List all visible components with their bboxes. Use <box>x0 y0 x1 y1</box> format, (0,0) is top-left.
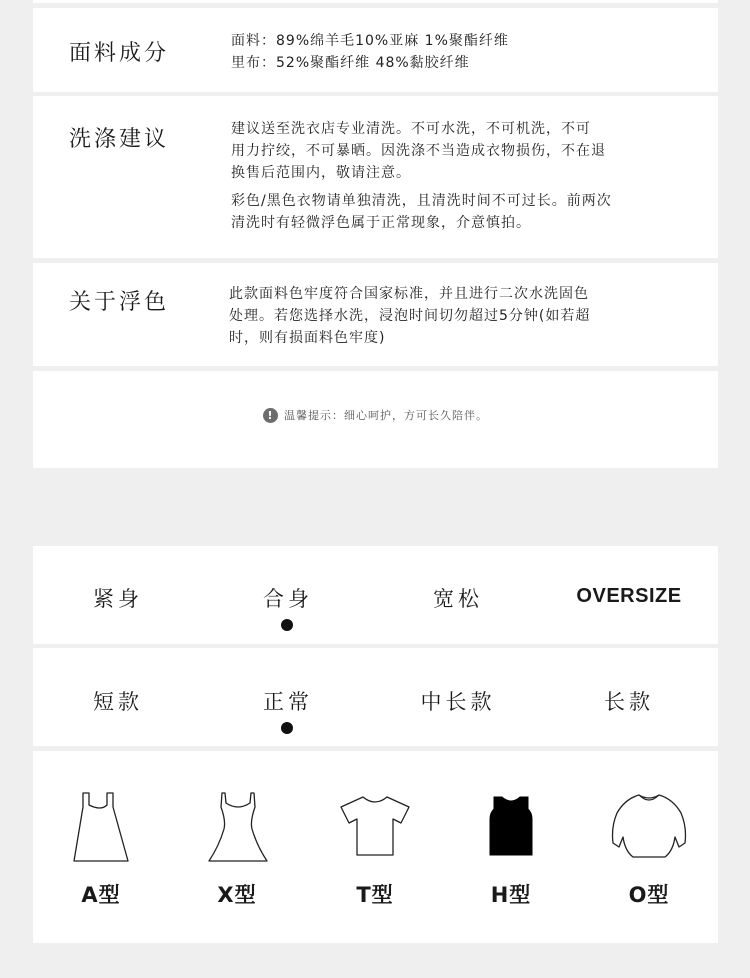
fit-option-tight: 紧身 <box>93 587 143 611</box>
care-tip-text: 温馨提示：细心呵护，方可长久陪伴。 <box>284 409 488 422</box>
care-tip-section <box>33 371 718 468</box>
color-fading-label: 关于浮色 <box>69 290 170 315</box>
fabric-composition-text <box>231 30 701 74</box>
exclamation-icon: ! <box>263 408 278 423</box>
length-option-short: 短款 <box>93 690 143 714</box>
silhouette-label-o: O型 <box>628 883 670 907</box>
washing-paragraph-1: 建议送至洗衣店专业清洗。不可水洗，不可机洗，不可 用力拧绞，不可暴晒。因洗涤不当造成衣物损伤，不在退 换售后范围内，敬请注意。 <box>231 121 606 181</box>
length-option-mid-long: 中长款 <box>420 690 496 714</box>
silhouette-label-h: H型 <box>490 883 532 907</box>
length-selected-indicator <box>281 722 293 734</box>
top-strip <box>33 0 718 3</box>
h-line-top-icon <box>488 795 534 857</box>
care-tip <box>33 407 718 423</box>
fabric-composition-section <box>33 8 718 92</box>
fit-option-loose: 宽松 <box>433 587 483 611</box>
t-shirt-icon <box>339 793 411 859</box>
silhouette-label-t: T型 <box>356 883 394 907</box>
fit-option-regular: 合身 <box>263 587 313 611</box>
fit-selector-row <box>33 546 718 644</box>
fabric-line: 面料：89%绵羊毛10%亚麻 1%聚酯纤维 <box>231 33 509 49</box>
washing-advice-section <box>33 96 718 258</box>
length-option-normal: 正常 <box>263 690 313 714</box>
washing-advice-label: 洗涤建议 <box>69 127 170 152</box>
o-line-coat-icon <box>609 791 689 861</box>
color-fading-text: 此款面料色牢度符合国家标准，并且进行二次水洗固色 处理。若您选择水洗，浸泡时间切勿超过5分钟(如若超 时，则有损面料色牢度) <box>229 286 591 346</box>
washing-advice-text <box>231 118 701 234</box>
fit-selected-indicator <box>281 619 293 631</box>
fabric-composition-label: 面料成分 <box>69 41 170 66</box>
length-selector-row <box>33 648 718 746</box>
lining-line: 里布：52%聚酯纤维 48%黏胶纤维 <box>231 55 470 71</box>
silhouette-label-a: A型 <box>81 883 121 907</box>
a-line-dress-icon <box>71 791 131 863</box>
x-line-dress-icon <box>207 791 269 863</box>
silhouette-label-x: X型 <box>217 883 257 907</box>
color-fading-section <box>33 263 718 366</box>
washing-paragraph-2: 彩色/黑色衣物请单独清洗，且清洗时间不可过长。前两次 清洗时有轻微浮色属于正常现象，介意慎拍。 <box>231 193 612 231</box>
fit-option-oversize: OVERSIZE <box>576 585 682 607</box>
silhouette-row <box>33 751 718 943</box>
length-option-long: 长款 <box>604 690 654 714</box>
